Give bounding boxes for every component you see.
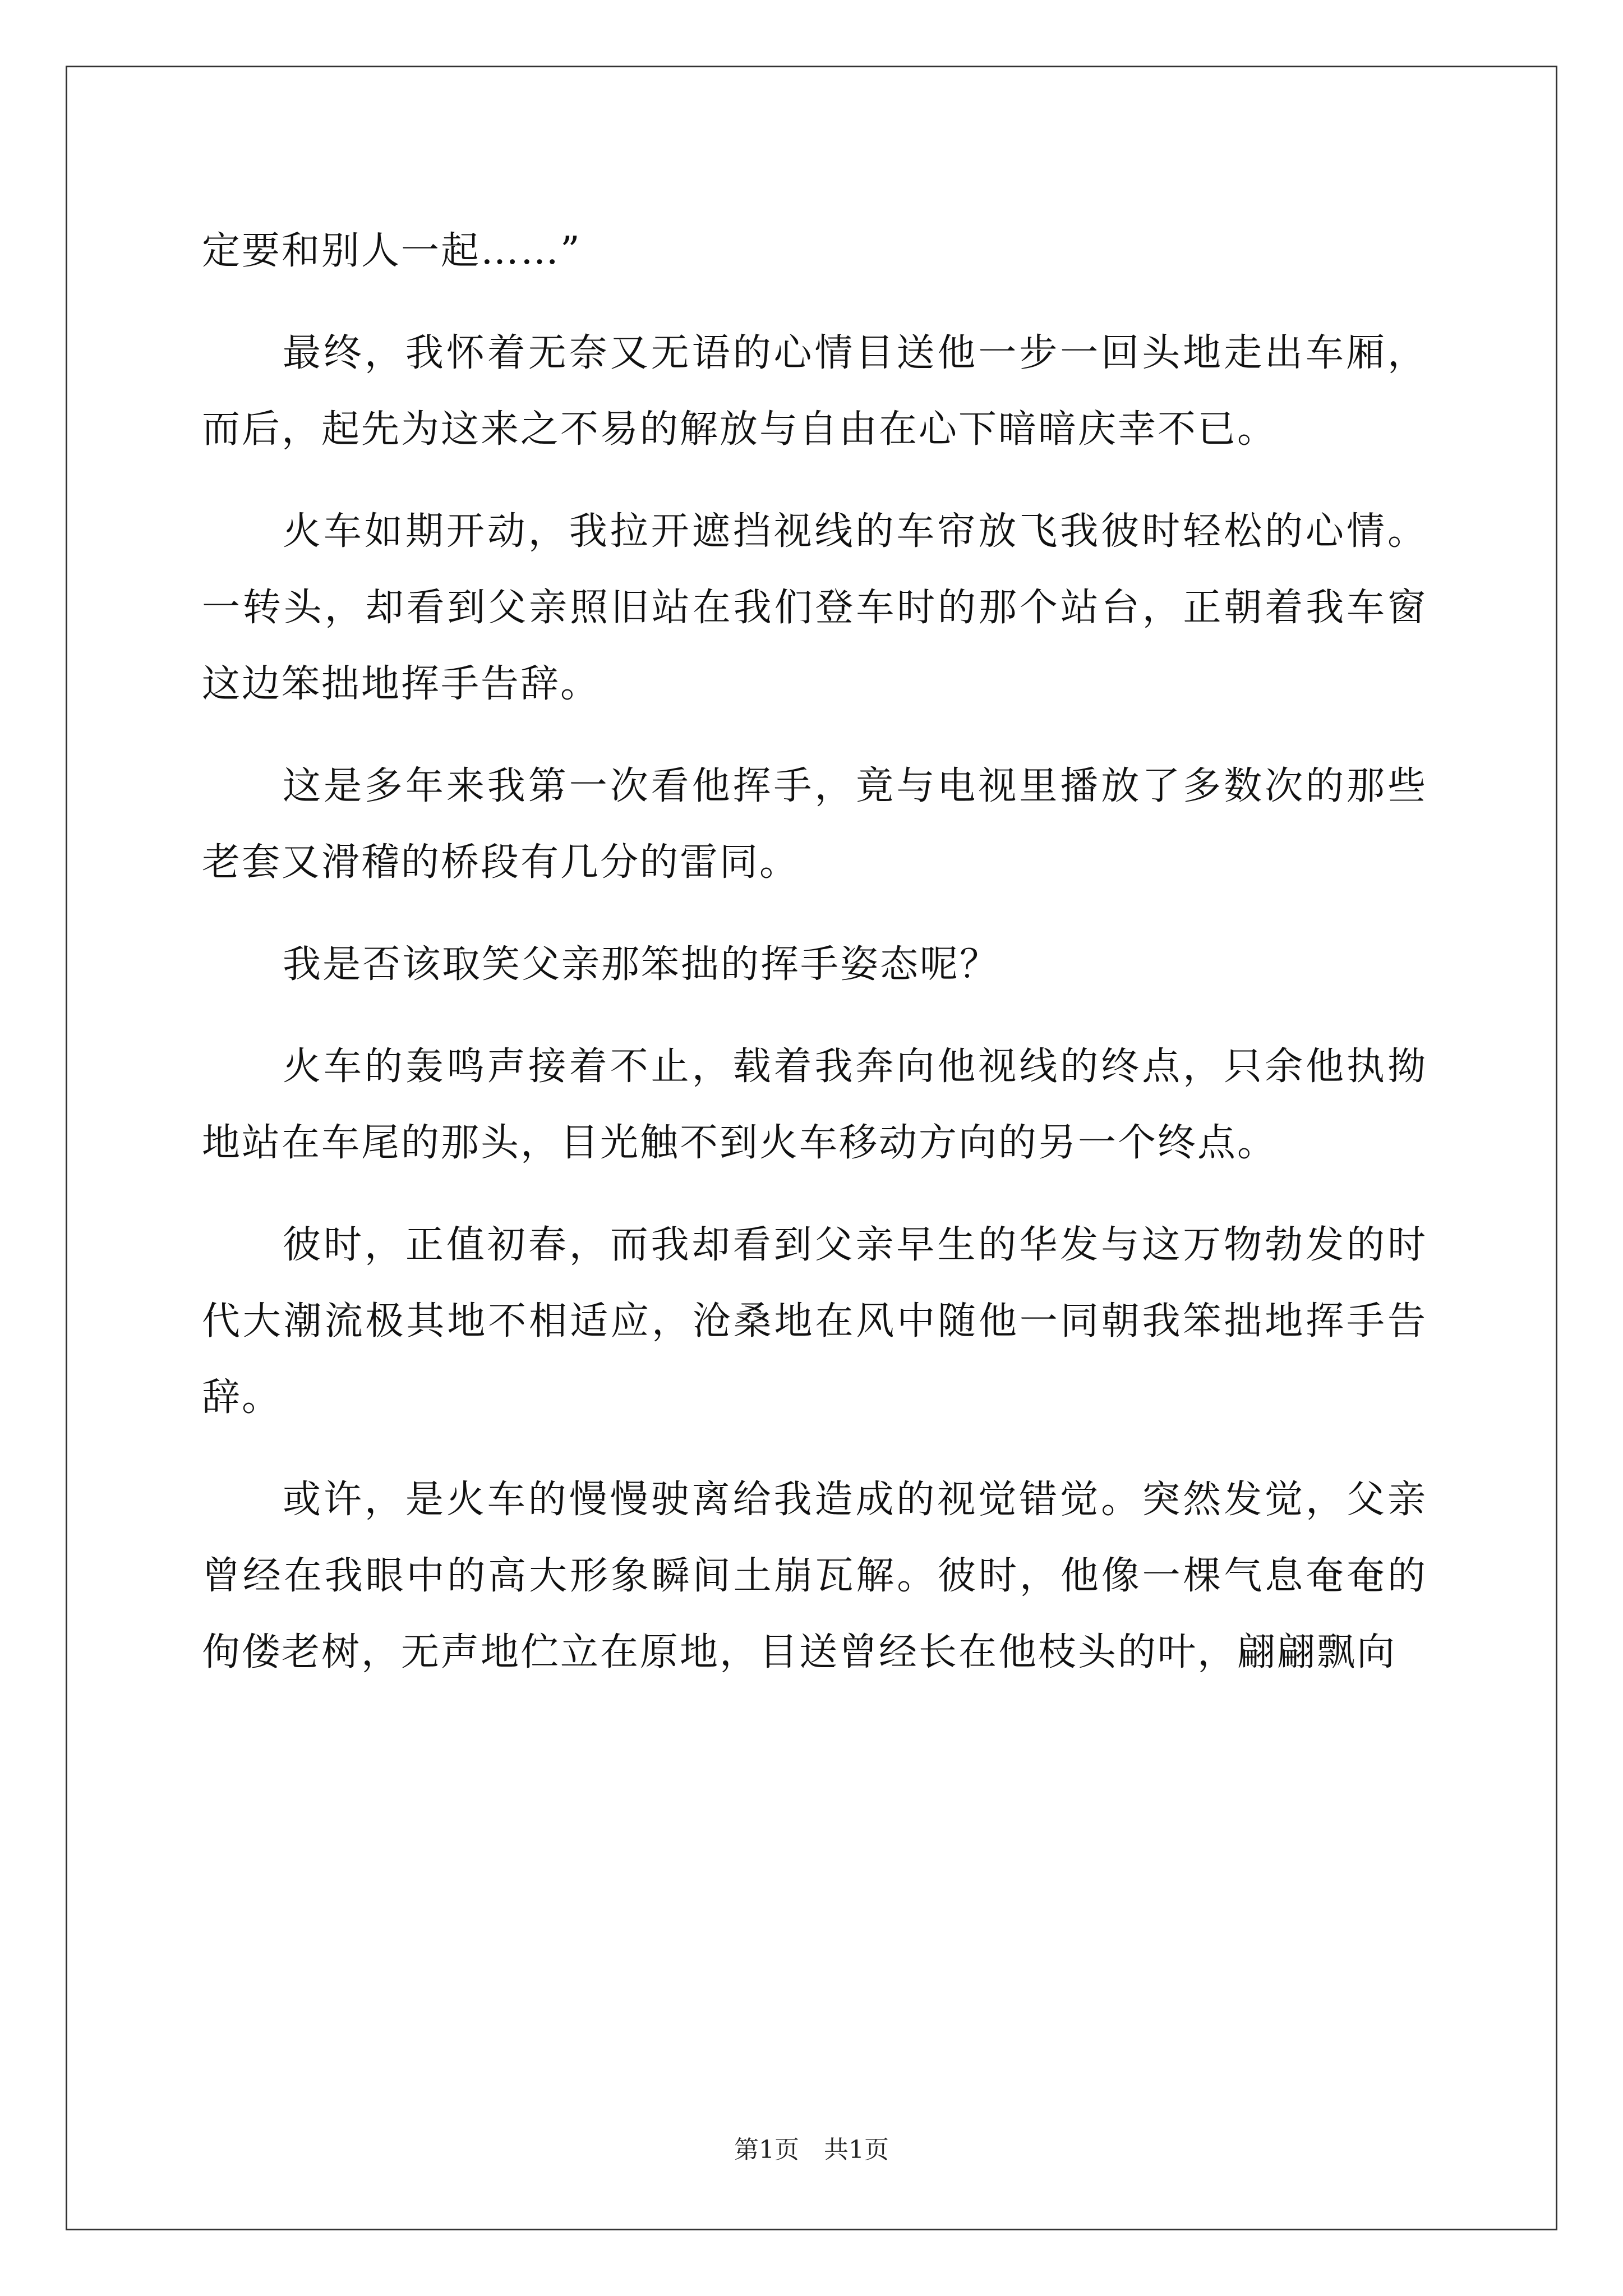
paragraph: 定要和别人一起……”	[202, 229, 582, 273]
paragraph: 我是否该取笑父亲那笨拙的挥手姿态呢？	[283, 942, 1000, 987]
paragraph: 火车的轰鸣声接着不止，载着我奔向他视线的终点，只余他执拗地站在车尾的那头，目光触不到火车移动方向的另一个终点。	[202, 1045, 1427, 1165]
paragraph: 彼时，正值初春，而我却看到父亲早生的华发与这万物勃发的时代大潮流极其地不相适应，沧桑地在风中随他一同朝我笨拙地挥手告辞。	[202, 1223, 1427, 1420]
paragraph: 火车如期开动，我拉开遮挡视线的车帘放飞我彼时轻松的心情。一转头，却看到父亲照旧站在我们登车时的那个站台，正朝着我车窗这边笨拙地挥手告辞。	[202, 509, 1427, 706]
document-body	[202, 213, 1427, 1717]
paragraph: 这是多年来我第一次看他挥手，竟与电视里播放了多数次的那些老套又滑稽的桥段有几分的雷同。	[202, 764, 1427, 885]
page-number: 第1页 共1页	[734, 2136, 889, 2164]
paragraph: 或许，是火车的慢慢驶离给我造成的视觉错觉。突然发觉，父亲曾经在我眼中的高大形象瞬间土崩瓦解。彼时，他像一棵气息奄奄的佝偻老树，无声地伫立在原地，目送曾经长在他枝头的叶，翩翩飘向	[202, 1478, 1427, 1674]
paragraph: 最终，我怀着无奈又无语的心情目送他一步一回头地走出车厢，而后，起先为这来之不易的解放与自由在心下暗暗庆幸不已。	[202, 331, 1427, 452]
